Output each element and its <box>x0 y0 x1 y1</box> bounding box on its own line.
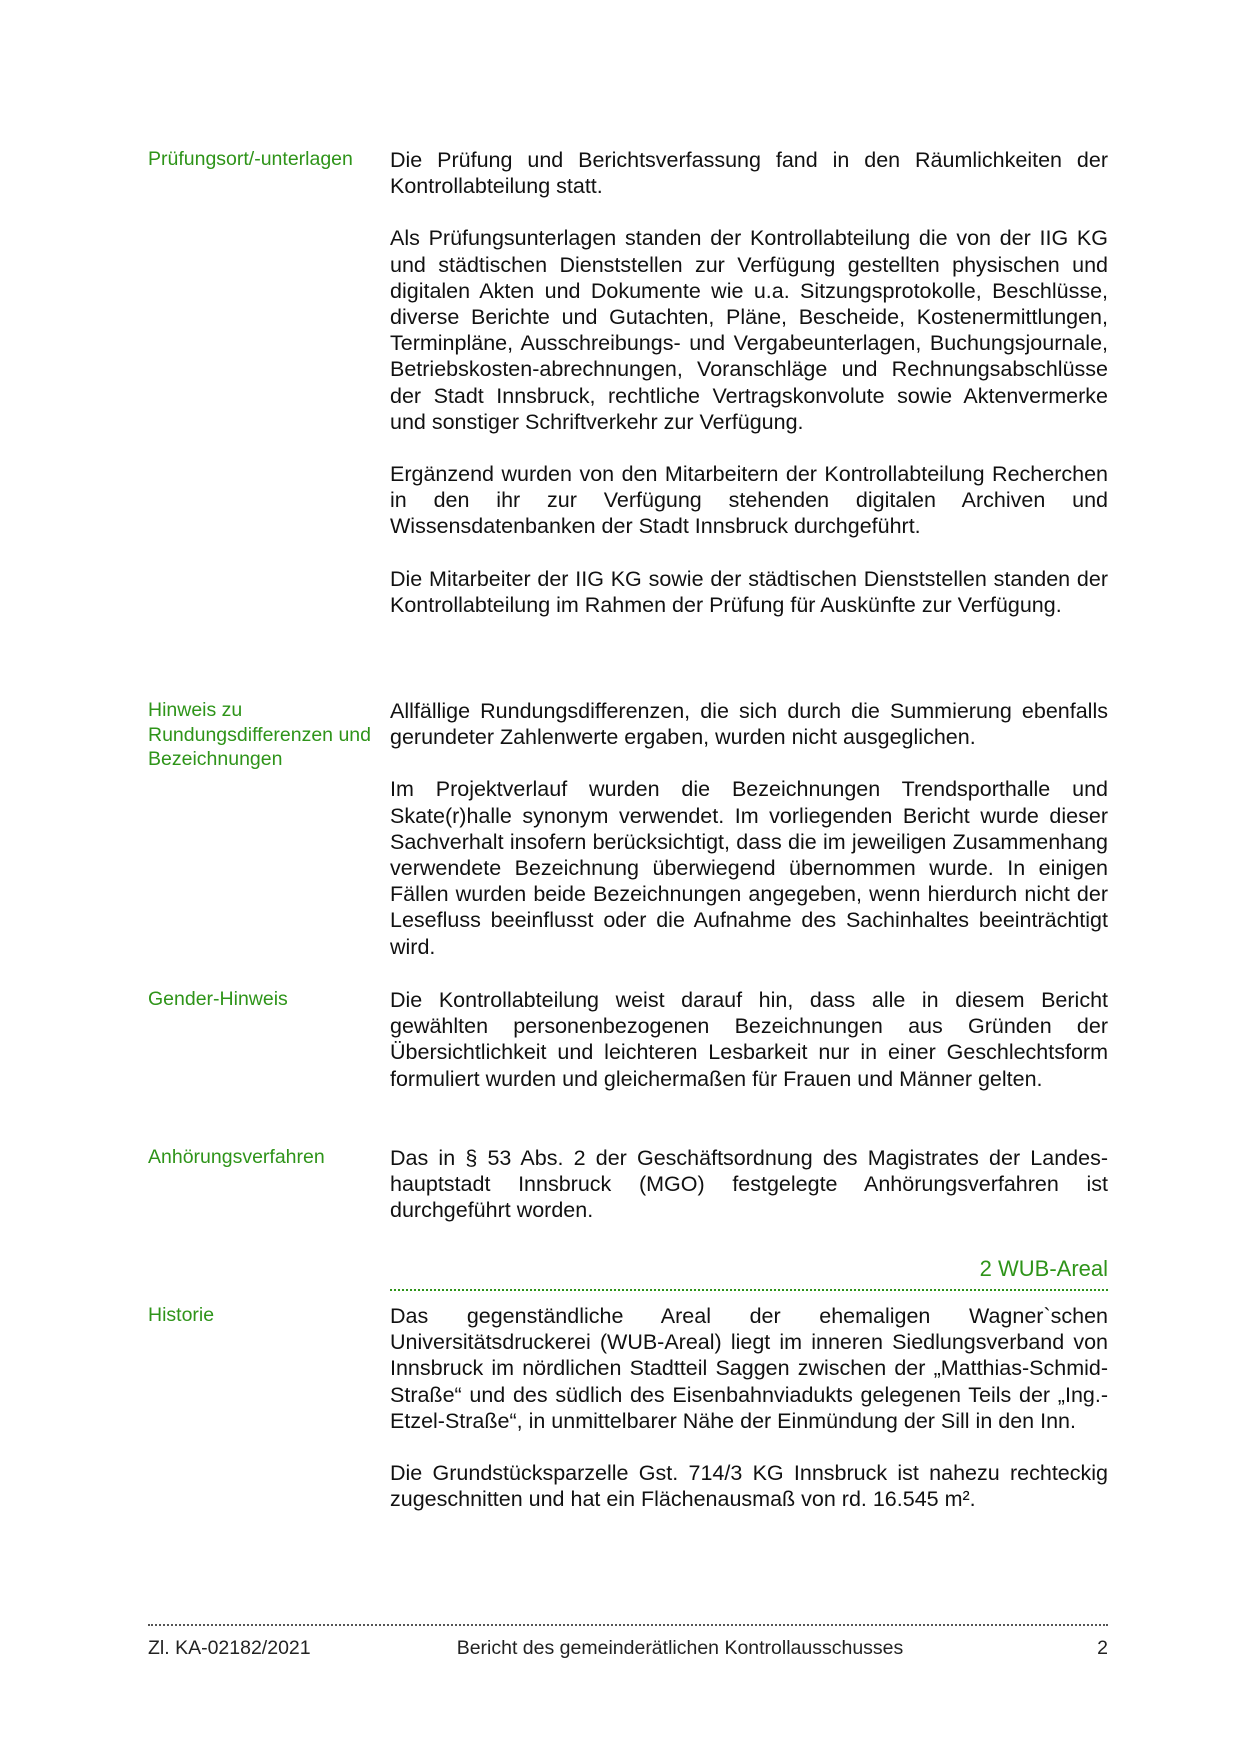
section-pruefungsort <box>148 147 1108 618</box>
section-historie <box>148 1303 1108 1512</box>
footer-reference: Zl. KA-02182/2021 <box>148 1637 311 1659</box>
paragraph: Die Grundstücksparzelle Gst. 714/3 KG Innsbruck ist nahezu rechteckig zugeschnitten und hat ein Flächenausmaß von rd. 16.545 m². <box>390 1461 1108 1512</box>
section-body <box>390 698 1108 960</box>
paragraph: Allfällige Rundungsdifferenzen, die sich durch die Summierung ebenfalls gerundeter Zahlenwerte ergaben, wurden nicht ausgeglichen. <box>390 699 1108 750</box>
paragraph: Die Kontrollabteilung weist darauf hin, dass alle in diesem Bericht gewählten personenbezogenen Bezeichnungen aus Gründen der Übersichtlichkeit und leichteren Lesbarkeit nur in einer Geschlechtsform formuliert wurden und gleichermaßen für Frauen und Männer gelten. <box>390 988 1108 1091</box>
chapter-heading-rule <box>390 1289 1108 1291</box>
section-label: Historie <box>148 1304 215 1326</box>
section-label: Anhörungsverfahren <box>148 1146 325 1168</box>
paragraph: Ergänzend wurden von den Mitarbeitern der Kontrollabteilung Recherchen in den ihr zur Verfügung stehenden digitalen Archiven und Wissensdatenbanken der Stadt Innsbruck durchgeführt. <box>390 462 1108 539</box>
paragraph: Das in § 53 Abs. 2 der Geschäftsordnung des Magistrates der Landes-hauptstadt Innsbruck (MGO) festgelegte Anhörungsverfahren ist durchgeführt worden. <box>390 1146 1108 1223</box>
paragraph: Das gegenständliche Areal der ehemaligen Wagner`schen Universitätsdruckerei (WUB-Areal) liegt im inneren Siedlungsverband von Innsbruck im nördlichen Stadtteil Saggen zwischen der „Matthias-Schmid-Straße“ und des südlich des Eisenbahnviadukts gelegenen Teils der „Ing.-Etzel-Straße“, in unmittelbarer Nähe der Einmündung der Sill in den Inn. <box>390 1304 1108 1433</box>
footer-rule <box>148 1624 1108 1626</box>
section-label: Gender-Hinweis <box>148 988 288 1010</box>
section-body <box>390 1145 1108 1224</box>
paragraph: Die Prüfung und Berichtsverfassung fand in den Räumlichkeiten der Kontrollabteilung statt. <box>390 148 1108 199</box>
paragraph: Im Projektverlauf wurden die Bezeichnungen Trendsporthalle und Skate(r)halle synonym verwendet. Im vorliegenden Bericht wurde dieser Sachverhalt insofern berücksichtigt, dass die im jeweiligen Zusammenhang verwendete Bezeichnung überwiegend übernommen wurde. In einigen Fällen wurden beide Bezeichnungen angegeben, wenn hierdurch nicht der Lesefluss beeinflusst oder die Aufnahme des Sachinhaltes beeinträchtigt wird. <box>390 777 1108 959</box>
footer-title: Bericht des gemeinderätlichen Kontrollausschusses <box>456 1637 904 1659</box>
paragraph: Als Prüfungsunterlagen standen der Kontrollabteilung die von der IIG KG und städtischen Dienststellen zur Verfügung gestellten physischen und digitalen Akten und Dokumente wie u.a. Sitzungsprotokolle, Beschlüsse, diverse Berichte und Gutachten, Pläne, Bescheide, Kostenermittlungen, Terminpläne, Ausschreibungs- und Vergabeunterlagen, Buchungsjournale, Betriebskosten-abrechnungen, Voranschläge und Rechnungsabschlüsse der Stadt Innsbruck, rechtliche Vertragskonvolute sowie Aktenvermerke und sonstiger Schriftverkehr zur Verfügung. <box>390 226 1108 434</box>
section-body <box>390 147 1108 618</box>
page-number: 2 <box>1097 1637 1108 1659</box>
section-label: Hinweis zu Rundungsdifferenzen und Bezeichnungen <box>148 699 371 770</box>
chapter-heading: 2 WUB-Areal <box>979 1256 1108 1281</box>
section-rundungsdifferenzen <box>148 698 1108 960</box>
section-gender-hinweis <box>148 987 1108 1092</box>
section-body <box>390 1303 1108 1512</box>
paragraph: Die Mitarbeiter der IIG KG sowie der städtischen Dienststellen standen der Kontrollabteilung im Rahmen der Prüfung für Auskünfte zur Verfügung. <box>390 566 1108 617</box>
section-label: Prüfungsort/-unterlagen <box>148 148 353 170</box>
section-body <box>390 987 1108 1092</box>
section-anhoerungsverfahren <box>148 1145 1108 1224</box>
